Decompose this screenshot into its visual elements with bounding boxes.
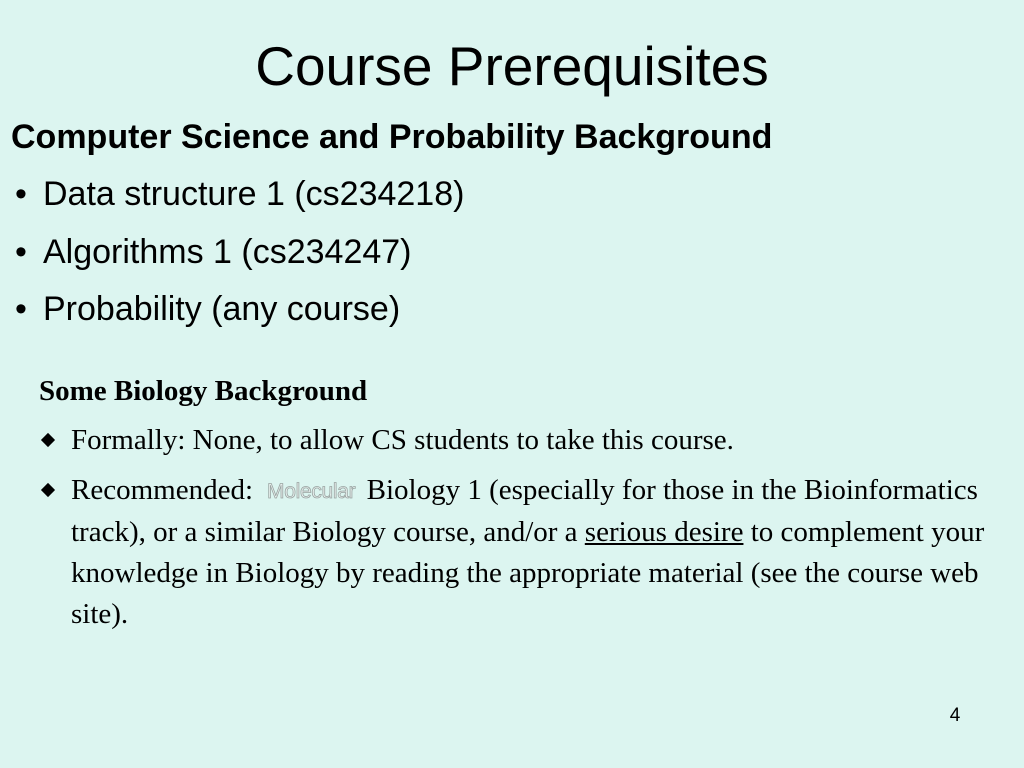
list-item [11, 285, 464, 343]
cs-prerequisite-list [11, 170, 464, 343]
biology-prerequisite-list [39, 420, 999, 644]
recommended-text-continued: to complement your knowledge in Biology by reading the appropriate material (see the course web site). [71, 516, 985, 630]
list-item-text: Data structure 1 (cs234218) [43, 175, 465, 213]
list-item-text: Formally: None, to allow CS students to take this course. [71, 424, 734, 456]
list-item-text: Algorithms 1 (cs234247) [43, 232, 412, 271]
faded-molecular-word: Molecular [267, 480, 356, 503]
cs-background-heading: Computer Science and Probability Background [11, 118, 773, 156]
recommended-text: Biology 1 (especially for those in the Bioinformatics track), or a similar Biology course, and/or a [71, 474, 978, 548]
bullet-icon: • [15, 175, 27, 213]
underlined-emphasis: serious desire [584, 516, 744, 548]
bullet-icon: • [15, 290, 27, 328]
list-item [39, 470, 999, 635]
list-item-text: Probability (any course) [43, 290, 401, 328]
list-item [11, 228, 464, 286]
diamond-bullet-icon [41, 483, 55, 497]
diamond-bullet-icon [41, 433, 55, 447]
biology-background-heading: Some Biology Background [39, 375, 368, 407]
list-item [11, 170, 464, 228]
slide-title: Course Prerequisites [255, 35, 769, 97]
recommended-label: Recommended: [71, 474, 254, 506]
page-number: 4 [949, 705, 961, 726]
bullet-icon: • [15, 232, 27, 271]
list-item [39, 420, 999, 461]
